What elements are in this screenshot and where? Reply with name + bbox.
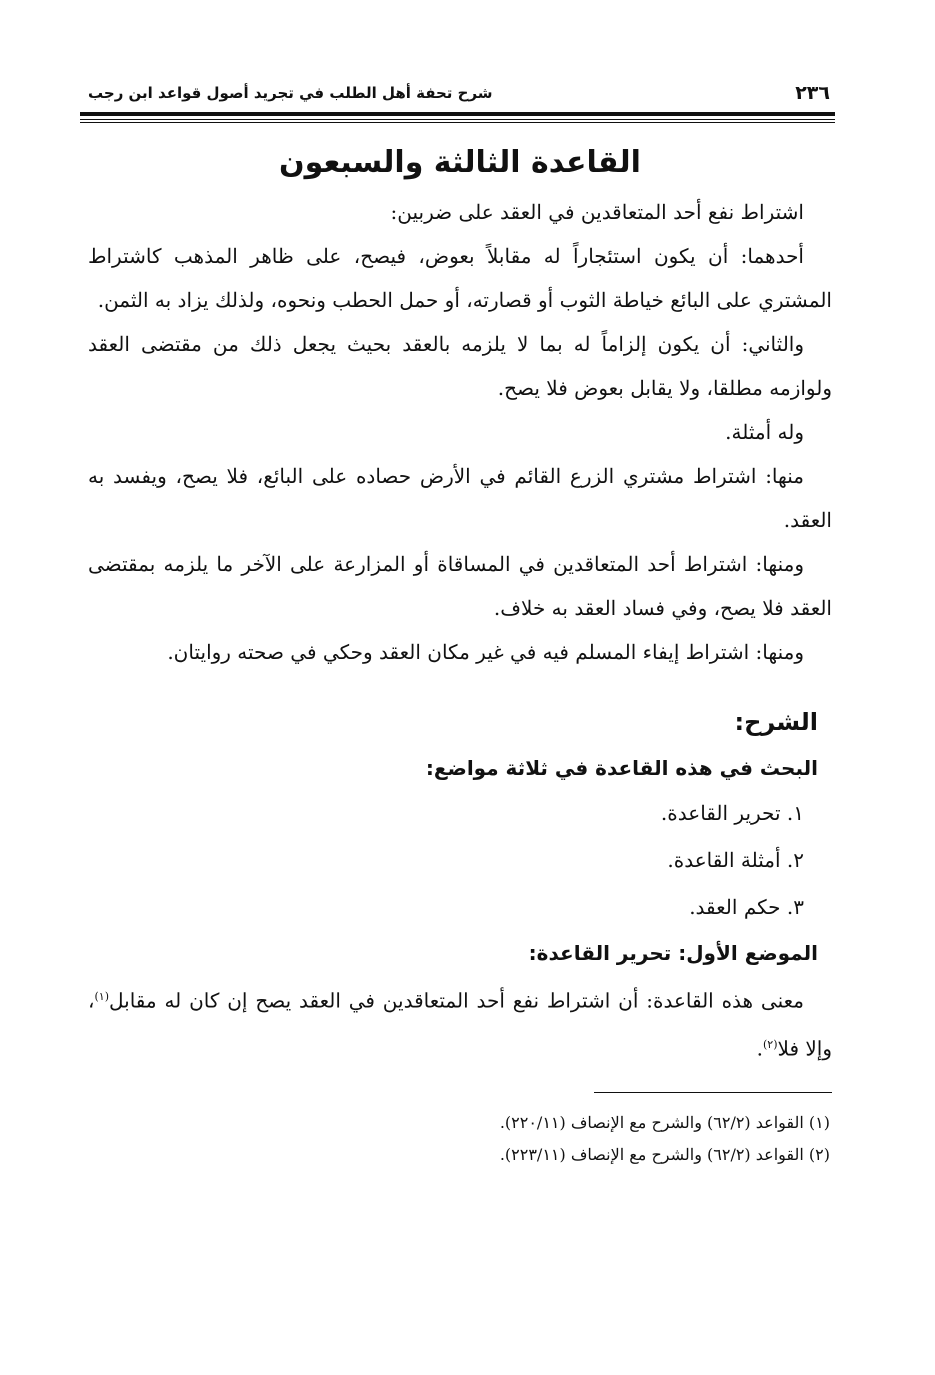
paragraph-intro: اشتراط نفع أحد المتعاقدين في العقد على ضربين: [390, 200, 804, 224]
header-rule [80, 112, 835, 123]
meaning-end: . [756, 1036, 763, 1061]
footnote-mark-1[interactable]: (١) [94, 990, 109, 1003]
footnote-1: (١) القواعد (٦٢/٢) والشرح مع الإنصاف (٢٢٠/١١). [499, 1113, 830, 1133]
first-topic-heading: الموضع الأول: تحرير القاعدة: [528, 941, 818, 965]
list-item: ١. تحرير القاعدة. [660, 801, 804, 825]
footnotes [88, 1107, 832, 1171]
paragraph-example-2: ومنها: اشتراط أحد المتعاقدين في المساقاة أو المزارعة على الآخر ما يلزمه بمقتضى العقد فلا يصح، وفي فساد العقد به خلاف. [88, 552, 832, 620]
footnote-2: (٢) القواعد (٦٢/٢) والشرح مع الإنصاف (٢٢٣/١١). [499, 1145, 830, 1165]
running-header [88, 78, 832, 112]
paragraph-first-type: أحدهما: أن يكون استئجاراً له مقابلاً بعوض، فيصح، على ظاهر المذهب كاشتراط المشتري على البائع خياطة الثوب أو قصارته، أو حمل الحطب ونحوه، ولذلك يزاد به الثمن. [88, 244, 832, 312]
paragraph-examples-intro: وله أمثلة. [725, 420, 804, 444]
footnote-mark-2[interactable]: (٢) [763, 1037, 778, 1051]
rule-title: القاعدة الثالثة والسبعون [279, 145, 641, 180]
list-item: ٢. أمثلة القاعدة. [667, 848, 804, 872]
paragraph-example-1: منها: اشتراط مشتري الزرع القائم في الأرض حصاده على البائع، فلا يصح، ويفسد به العقد. [88, 464, 832, 532]
page-number: ٢٣٦ [795, 82, 830, 104]
meaning-text: معنى هذه القاعدة: أن اشتراط نفع أحد المتعاقدين في العقد يصح إن كان له مقابل [108, 988, 804, 1013]
footnote-divider [594, 1092, 832, 1093]
meaning-mid: ، وإلا فلا [88, 988, 832, 1061]
sharh-intro: البحث في هذه القاعدة في ثلاثة مواضع: [425, 756, 818, 780]
meaning-paragraph [88, 975, 832, 1070]
paragraph-second-type: والثاني: أن يكون إلزاماً له بما لا يلزمه بالعقد بحيث يجعل ذلك من مقتضى العقد ولوازمه مطلقا، ولا يقابل بعوض فلا يصح. [88, 332, 832, 400]
sharh-heading: الشرح: [734, 708, 818, 736]
book-title: شرح تحفة أهل الطلب في تجريد أصول قواعد ابن رجب [88, 84, 493, 102]
book-page [88, 78, 832, 1298]
paragraph-example-3: ومنها: اشتراط إيفاء المسلم فيه في غير مكان العقد وحكي في صحته روايتان. [167, 640, 804, 664]
list-item: ٣. حكم العقد. [689, 895, 804, 919]
topics-list [88, 790, 832, 931]
